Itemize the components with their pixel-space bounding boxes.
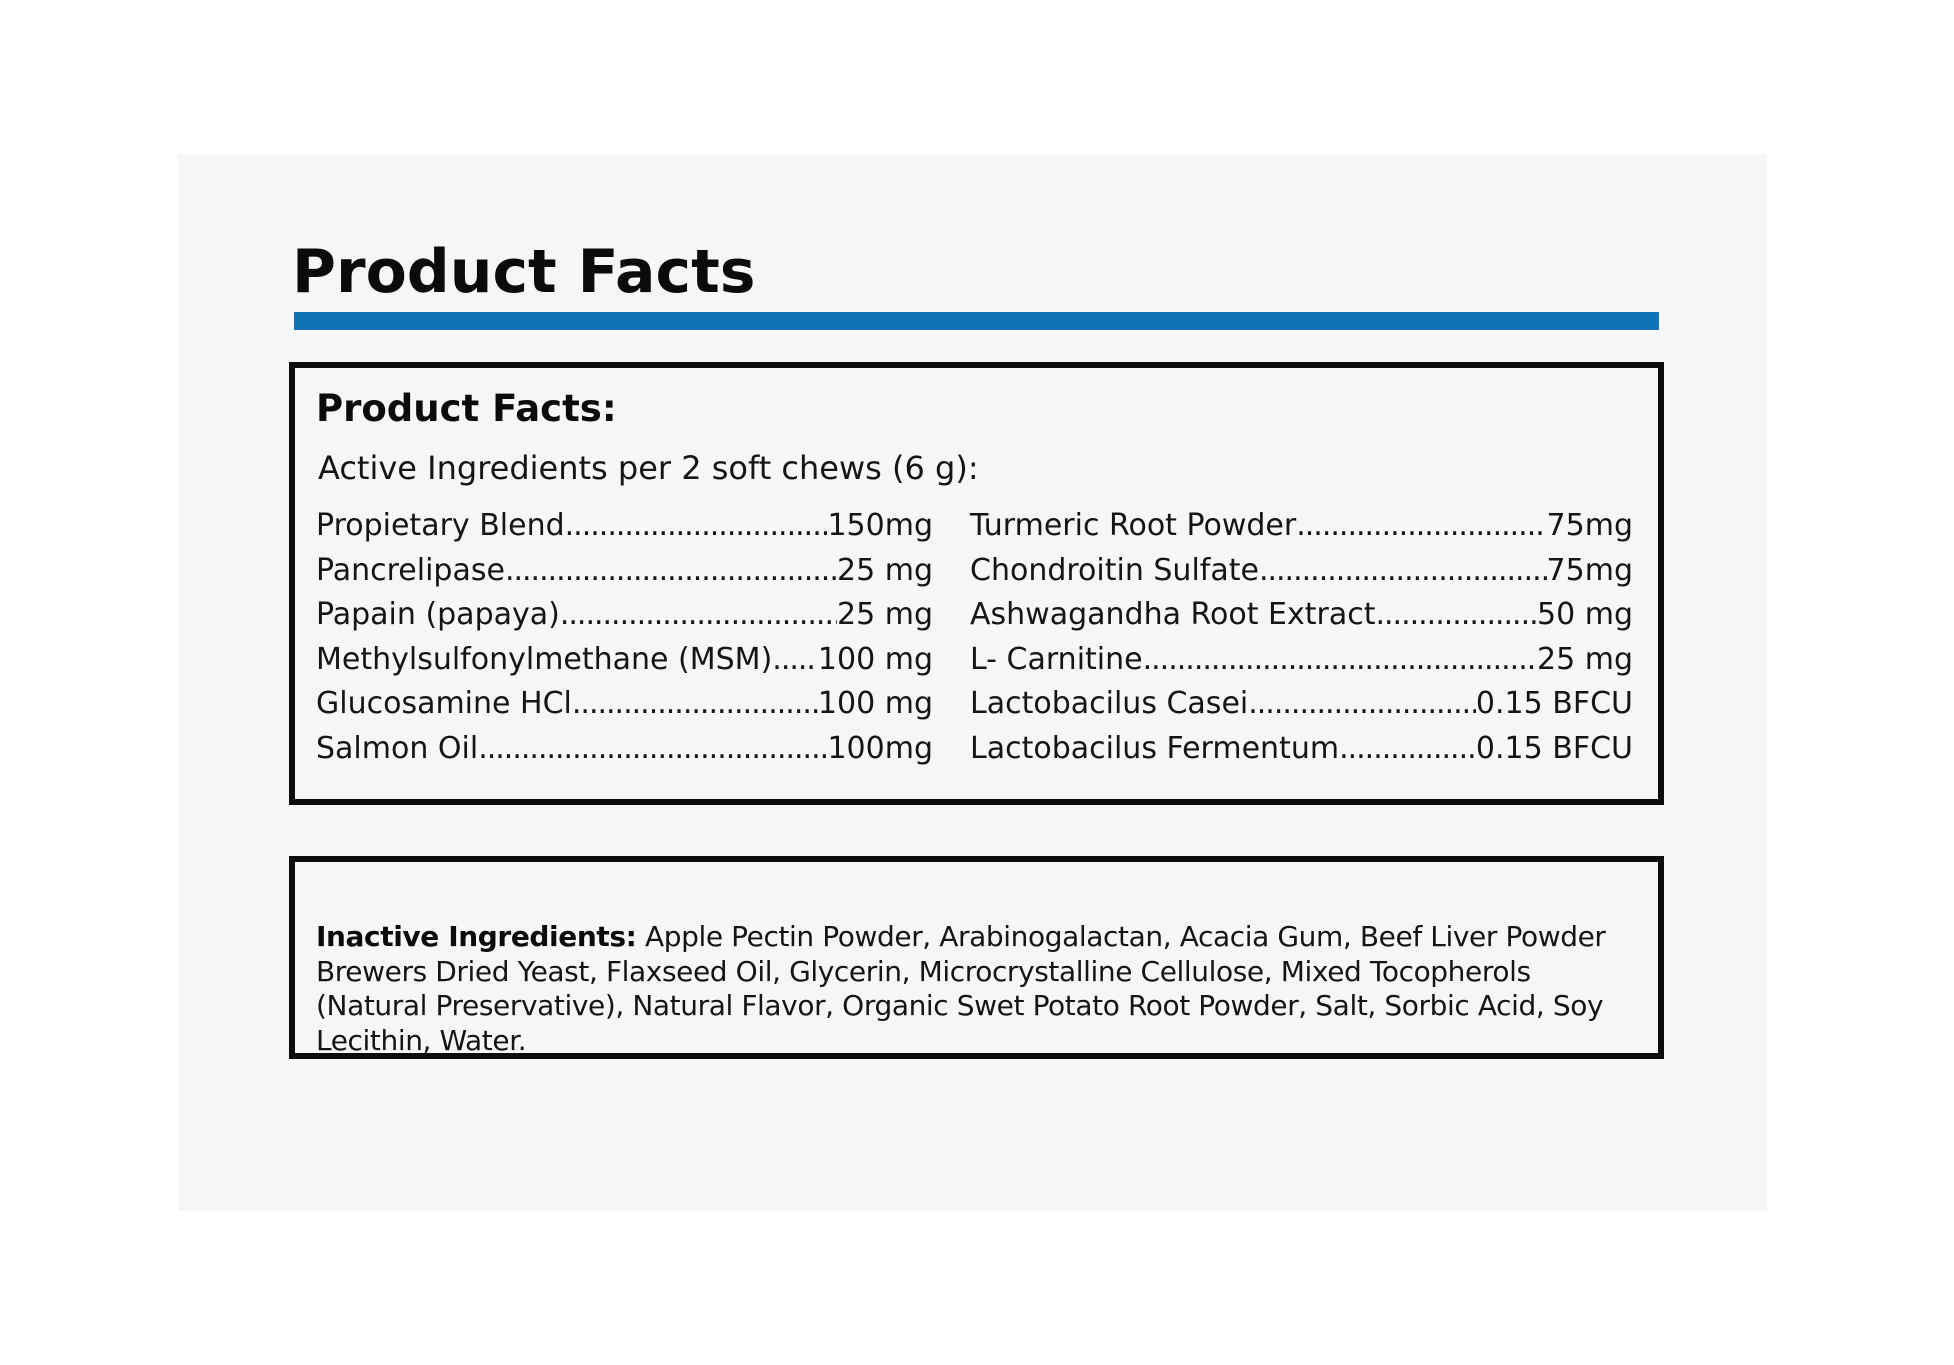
dot-leader: [1375, 593, 1537, 638]
inactive-ingredients-list: Apple Pectin Powder, Arabinogalactan, Acacia Gum, Beef Liver Powder Brewers Dried Yeast, Flaxseed Oil, Glycerin, Microcrystalline Cellulose, Mixed Tocopherols (Natural Preservative), Natural Flavor, Organic Swet Potato Root Powder, Salt, Sorbic Acid, Soy Lecithin, Water.: [316, 920, 1606, 1057]
ingredient-amount: 25 mg: [1537, 641, 1633, 677]
ingredient-row: [316, 593, 933, 638]
inactive-ingredients-text: [316, 920, 1646, 1058]
ingredient-amount: 100 mg: [817, 641, 933, 677]
dot-leader: [1259, 549, 1547, 594]
ingredient-name: Ashwagandha Root Extract: [970, 597, 1376, 632]
ingredient-name: Methylsulfonylmethane (MSM): [316, 641, 773, 677]
inactive-ingredients-box: [289, 856, 1664, 1059]
title-underline: [294, 312, 1659, 330]
ingredient-name: Propietary Blend: [316, 508, 565, 543]
ingredient-amount: 25 mg: [837, 597, 933, 632]
ingredient-row: [316, 727, 933, 772]
dot-leader: [478, 727, 827, 772]
ingredient-name: Chondroitin Sulfate: [970, 552, 1259, 588]
serving-size-text: Active Ingredients per 2 soft chews (6 g):: [318, 449, 979, 487]
ingredient-row: [970, 504, 1633, 549]
ingredient-amount: 75mg: [1546, 508, 1633, 543]
ingredient-name: Glucosamine HCl: [316, 686, 572, 721]
ingredient-row: [970, 549, 1633, 594]
inactive-ingredients-label: Inactive Ingredients:: [316, 920, 637, 953]
ingredient-row: [970, 593, 1633, 638]
ingredient-name: Pancrelipase: [316, 552, 505, 588]
ingredient-amount: 0.15 BFCU: [1475, 730, 1633, 766]
ingredient-name: Salmon Oil: [316, 730, 479, 766]
ingredient-column-left: [316, 504, 933, 771]
page-title: Product Facts: [292, 237, 756, 307]
dot-leader: [772, 638, 818, 683]
dot-leader: [1339, 727, 1476, 772]
ingredient-amount: 150mg: [827, 508, 933, 543]
ingredient-row: [316, 638, 933, 683]
ingredient-amount: 50 mg: [1537, 597, 1633, 632]
ingredient-column-right: [970, 504, 1633, 771]
active-ingredients-box: [289, 362, 1664, 805]
ingredient-name: L- Carnitine: [970, 641, 1143, 677]
ingredient-name: Papain (papaya): [316, 597, 560, 632]
ingredient-row: [316, 549, 933, 594]
ingredient-amount: 0.15 BFCU: [1475, 686, 1633, 721]
dot-leader: [1296, 504, 1546, 549]
ingredient-name: Turmeric Root Powder: [970, 508, 1297, 543]
ingredient-row: [970, 682, 1633, 727]
dot-leader: [560, 593, 837, 638]
ingredient-row: [970, 638, 1633, 683]
ingredient-row: [970, 727, 1633, 772]
dot-leader: [565, 504, 828, 549]
ingredient-name: Lactobacilus Casei: [970, 686, 1249, 721]
dot-leader: [572, 682, 818, 727]
ingredient-amount: 100 mg: [817, 686, 933, 721]
ingredient-amount: 75mg: [1546, 552, 1633, 588]
dot-leader: [1248, 682, 1476, 727]
dot-leader: [505, 549, 837, 594]
ingredient-row: [316, 504, 933, 549]
facts-heading: Product Facts:: [316, 387, 617, 430]
ingredient-amount: 25 mg: [837, 552, 933, 588]
ingredient-name: Lactobacilus Fermentum: [970, 730, 1340, 766]
ingredient-row: [316, 682, 933, 727]
dot-leader: [1143, 638, 1537, 683]
ingredient-amount: 100mg: [827, 730, 933, 766]
